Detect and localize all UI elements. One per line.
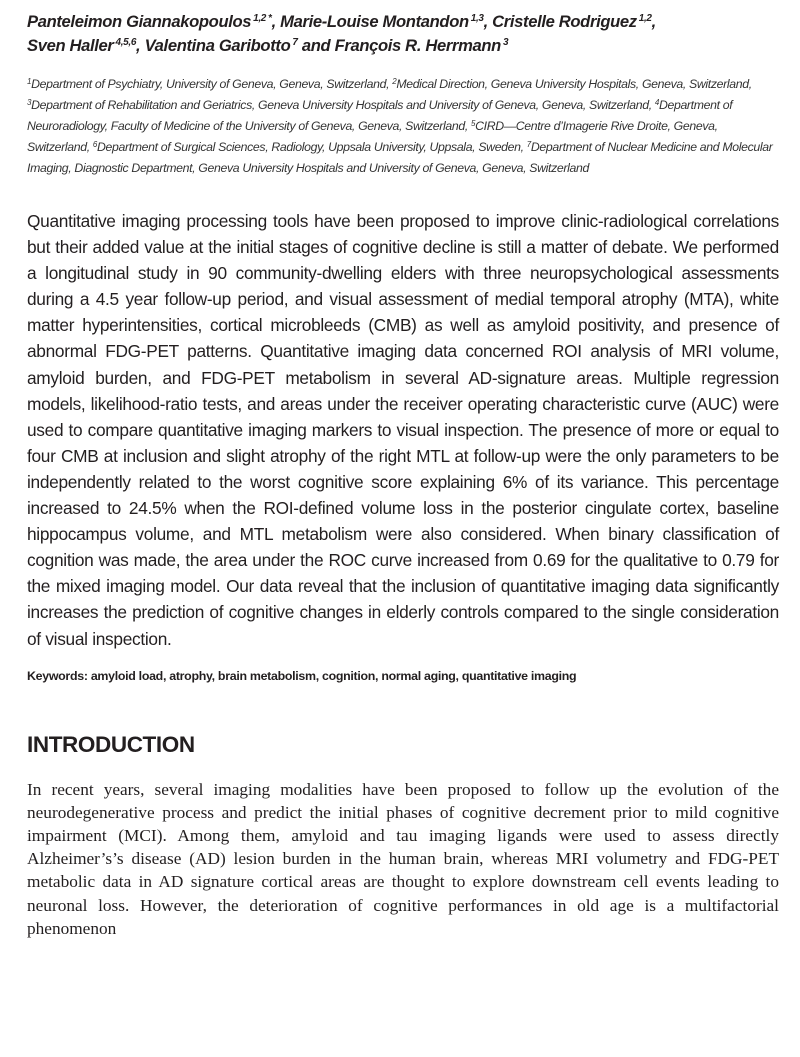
author: Marie-Louise Montandon $^{1,3}$: [280, 12, 484, 31]
author: Panteleimon Giannakopoulos $^{1,2}$ *: [27, 12, 272, 31]
affiliation: $^4$Department of Neuroradiology, Faculty of Medicine of the University of Geneva, Geneva, Switzerland,: [27, 98, 733, 133]
affiliation: $^3$Department of Rehabilitation and Geriatrics, Geneva University Hospitals and University of Geneva, Geneva, Switzerland,: [27, 98, 655, 112]
author: Valentina Garibotto $^7$: [144, 36, 298, 55]
section-title-introduction: INTRODUCTION: [27, 731, 195, 757]
keywords-text: amyloid load, atrophy, brain metabolism, cognition, normal aging, quantitative imaging: [90, 668, 577, 683]
introduction-text: In recent years, several imaging modalities have been proposed to follow up the evolution of the neurodegenerative process and predict the initial phases of cognitive decrement prior to mild cognitive impairment (MCI). Among them, amyloid and tau imaging ligands were used to assess directly Alzheimer’s’s disease (AD) lesion burden in the human brain, whereas MRI volumetry and FDG-PET metabolic data in AD signature cortical areas are thought to explore downstream cell events leading to neuronal loss. However, the deterioration of cognitive performances in old age is a multifactorial phenomenon: [27, 779, 779, 938]
author-list: Panteleimon Giannakopoulos $^{1,2}$ *, Marie-Louise Montandon $^{1,3}$, Cristelle Rodriguez $^{1,2}$, Sven Haller $^{4,5,6}$, Valentina Garibotto $^7$ and François R. Herrmann $^3$: [27, 12, 656, 55]
author: François R. Herrmann $^3$: [334, 36, 509, 55]
abstract: Quantitative imaging processing tools have been proposed to improve clinic-radiological correlations but their added value at the initial stages of cognitive decline is still a matter of debate. We performed a longitudinal study in 90 community-dwelling elders with three neuropsychological assessments during a 4.5 year follow-up period, and visual assessment of medial temporal atrophy (MTA), white matter hyperintensities, cortical microbleeds (CMB) as well as amyloid positivity, and presence of abnormal FDG-PET patterns. Quantitative imaging data concerned ROI analysis of MRI volume, amyloid burden, and FDG-PET metabolism in several AD-signature areas. Multiple regression models, likelihood-ratio tests, and areas under the receiver operating characteristic curve (AUC) were used to compare quantitative imaging markers to visual inspection. The presence of more or equal to four CMB at inclusion and slight atrophy of the right MTL at follow-up were the only parameters to be independently related to the worst cognitive score explaining 6% of its variance. This percentage increased to 24.5% when the ROI-defined volume loss in the posterior cingulate cortex, baseline hippocampus volume, and MTL metabolism were also considered. When binary classification of cognition was made, the area under the ROC curve increased from 0.69 for the qualitative to 0.79 for the mixed imaging model. Our data reveal that the inclusion of quantitative imaging data significantly increases the prediction of cognitive changes in elderly controls compared to the single consideration of visual inspection.: [27, 211, 779, 649]
affiliation: $^7$Department of Nuclear Medicine and Molecular Imaging, Diagnostic Department, Geneva University Hospitals and University of Geneva, Geneva, Switzerland: [27, 140, 773, 175]
keywords-label: Keywords:: [27, 668, 88, 683]
affiliation: $^6$Department of Surgical Sciences, Radiology, Uppsala University, Uppsala, Sweden,: [92, 140, 527, 154]
keywords: [27, 668, 779, 684]
author: Sven Haller $^{4,5,6}$: [27, 36, 137, 55]
affiliation: $^5$CIRD—Centre d’Imagerie Rive Droite, Geneva, Switzerland,: [27, 119, 718, 154]
affiliations: [27, 74, 779, 179]
affiliation: $^2$Medical Direction, Geneva University Hospitals, Geneva, Switzerland,: [392, 77, 752, 91]
author: Cristelle Rodriguez $^{1,2}$: [492, 12, 652, 31]
paper-page: [27, 0, 779, 940]
affiliation: $^1$Department of Psychiatry, University of Geneva, Geneva, Switzerland,: [27, 77, 393, 91]
